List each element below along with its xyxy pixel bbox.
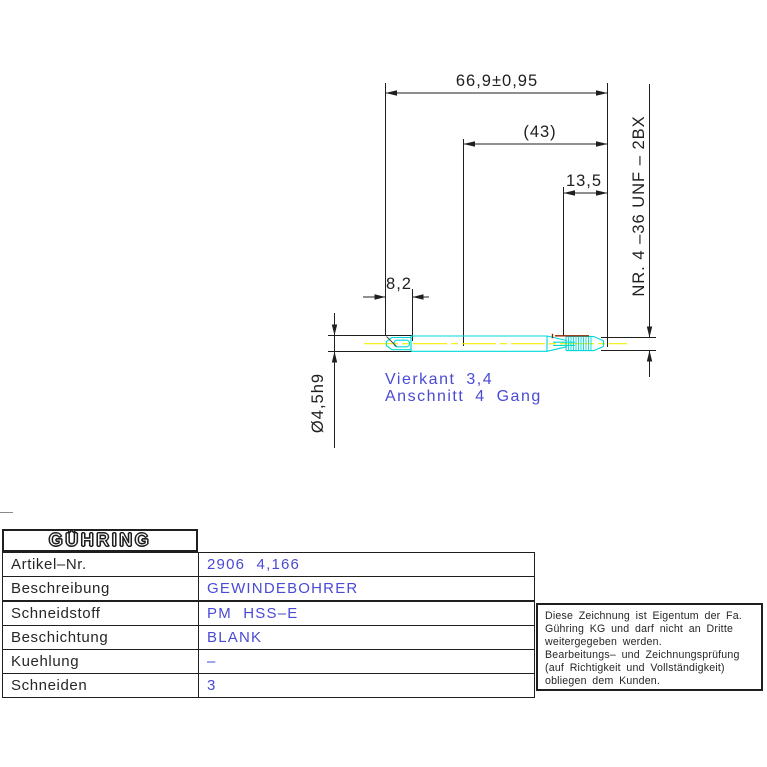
dim-thread-spec-text: NR. 4 –36 UNF – 2BX: [630, 115, 648, 297]
chamfer-note-text: Anschnitt 4 Gang: [385, 388, 542, 405]
row-label: Artikel–Nr.: [3, 553, 199, 577]
row-value: 3: [199, 674, 535, 698]
dim-shank-diameter: [332, 313, 337, 448]
table-row: [3, 650, 535, 674]
row-value: PM HSS–E: [199, 601, 535, 626]
row-label: Kuehlung: [3, 650, 199, 674]
dim-shank-diameter-text: Ø4,5h9: [309, 372, 327, 434]
note-line: Gühring KG und darf nicht an Dritte: [545, 622, 734, 635]
sheet-frame-fragment: [0, 512, 13, 513]
dim-overall-length-text: 66,9±0,95: [455, 72, 539, 90]
square-note-text: Vierkant 3,4: [385, 371, 494, 388]
titleblock-table: [2, 552, 535, 698]
table-row: [3, 553, 535, 577]
row-value: BLANK: [199, 626, 535, 650]
note-line: Diese Zeichnung ist Eigentum der Fa.: [545, 610, 742, 622]
note-line: weitergegeben werden.: [545, 635, 662, 648]
row-label: Schneidstoff: [3, 601, 199, 626]
table-row: [3, 674, 535, 698]
dim-overall-length: [386, 90, 608, 95]
ownership-note-box: [536, 603, 763, 691]
dim-thread-length-text: 13,5: [565, 172, 603, 190]
table-row: [3, 577, 535, 602]
dim-square-length: [363, 294, 429, 299]
table-row: [3, 601, 535, 626]
note-line: Bearbeitungs– und Zeichnungsprüfung: [545, 648, 740, 661]
dim-ref-length-text: (43): [523, 123, 557, 141]
dim-thread-length: [564, 190, 608, 195]
dim-ref-length: [464, 141, 608, 146]
row-value: GEWINDEBOHRER: [199, 577, 535, 602]
table-row: [3, 626, 535, 650]
row-value: 2906 4,166: [199, 553, 535, 577]
extension-lines: [328, 83, 656, 352]
logo-cell: [2, 529, 198, 552]
note-line: obliegen dem Kunden.: [545, 674, 661, 687]
dim-square-length-text: 8,2: [386, 275, 412, 293]
guehring-logo: GÜHRING: [48, 530, 152, 550]
row-label: Beschreibung: [3, 577, 199, 602]
note-line: (auf Richtigkeit und Vollständigkeit): [545, 661, 725, 674]
row-label: Beschichtung: [3, 626, 199, 650]
row-label: Schneiden: [3, 674, 199, 698]
row-value: –: [199, 650, 535, 674]
